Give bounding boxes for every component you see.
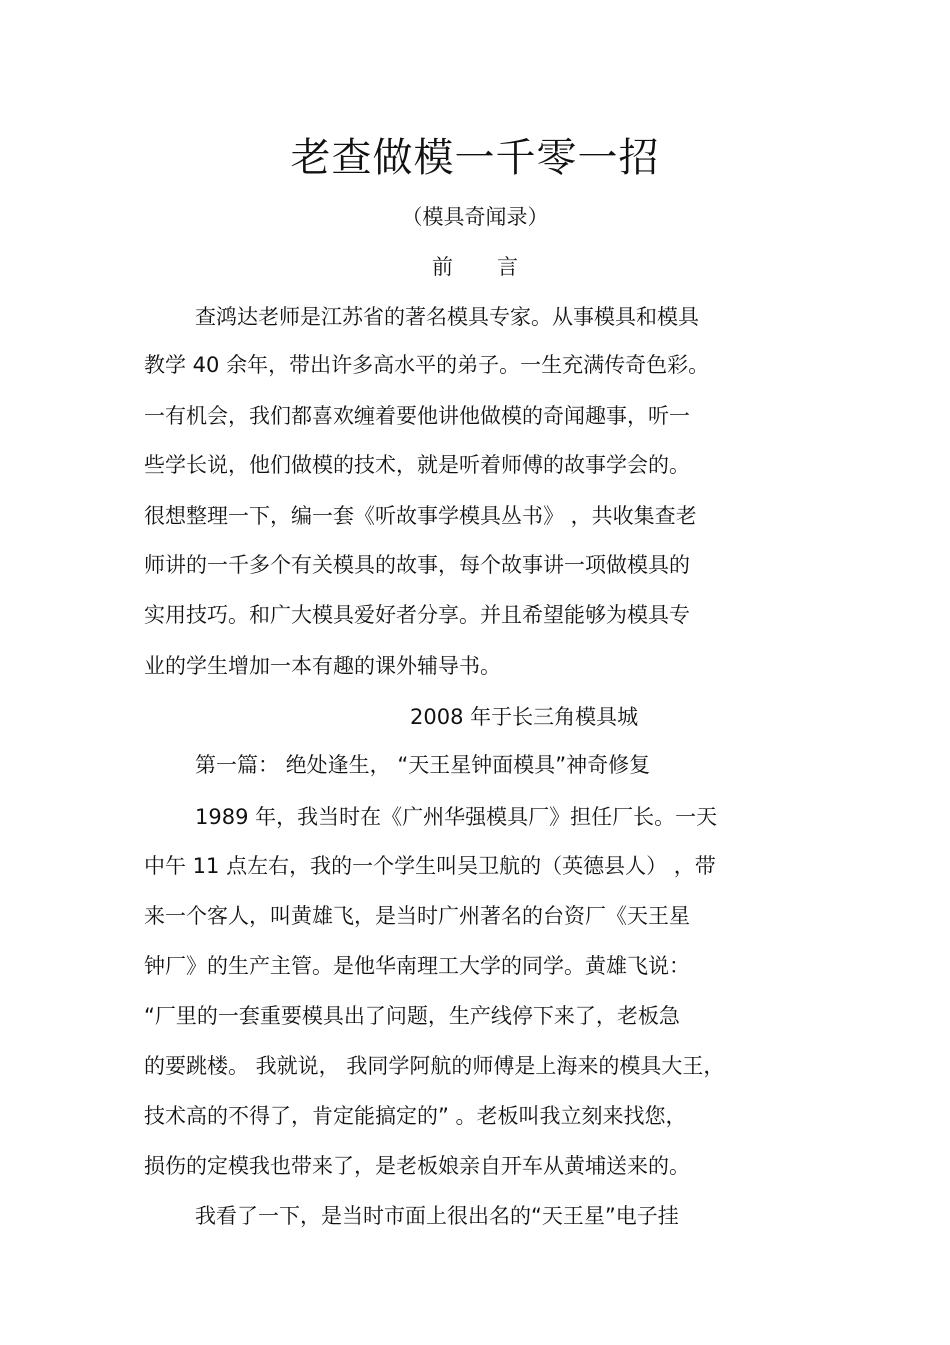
preface-heading-char-1: 前	[432, 255, 453, 279]
text-line: 查鸿达老师是江苏省的著名模具专家。从事模具和模具	[195, 305, 699, 329]
text-line: 实用技巧。和广大模具爱好者分享。并且希望能够为模具专	[144, 603, 690, 627]
text-line: 来一个客人，叫黄雄飞，是当时广州著名的台资厂《天王星	[144, 904, 690, 928]
text-line: 中午 11 点左右，我的一个学生叫吴卫航的（英德县人） ，带	[144, 854, 716, 878]
text-line: 的要跳楼。 我就说， 我同学阿航的师傅是上海来的模具大王，	[144, 1054, 725, 1078]
text-line: 一有机会，我们都喜欢缠着要他讲他做模的奇闻趣事，听一	[144, 404, 690, 428]
preface-heading	[0, 252, 950, 282]
text-line: 技术高的不得了，肯定能搞定的” 。老板叫我立刻来找您，	[144, 1104, 687, 1128]
text-line: 损伤的定模我也带来了，是老板娘亲自开车从黄埔送来的。	[144, 1154, 690, 1178]
text-line: 些学长说，他们做模的技术，就是听着师傅的故事学会的。	[144, 453, 690, 477]
text-line: 师讲的一千多个有关模具的故事，每个故事讲一项做模具的	[144, 553, 690, 577]
text-line: 1989 年，我当时在《广州华强模具厂》担任厂长。一天	[195, 805, 718, 829]
text-line: 业的学生增加一本有趣的课外辅导书。	[144, 654, 501, 678]
chapter-heading: 第一篇： 绝处逢生， “天王星钟面模具”神奇修复	[195, 753, 651, 777]
text-line: 很想整理一下，编一套《听故事学模具丛书》 ，共收集查老	[144, 504, 697, 528]
preface-heading-char-2: 言	[497, 255, 518, 279]
text-line: 我看了一下，是当时市面上很出名的“天王星”电子挂	[195, 1204, 679, 1228]
text-line: 教学 40 余年，带出许多高水平的弟子。一生充满传奇色彩。	[144, 353, 710, 377]
document-title: 老查做模一千零一招	[290, 135, 660, 181]
date-place-line: 2008 年于长三角模具城	[410, 705, 639, 729]
text-line: “厂里的一套重要模具出了问题，生产线停下来了，老板急	[144, 1004, 680, 1028]
document-subtitle: （模具奇闻录）	[401, 205, 549, 229]
text-line: 钟厂》的生产主管。是他华南理工大学的同学。黄雄飞说：	[144, 954, 690, 978]
